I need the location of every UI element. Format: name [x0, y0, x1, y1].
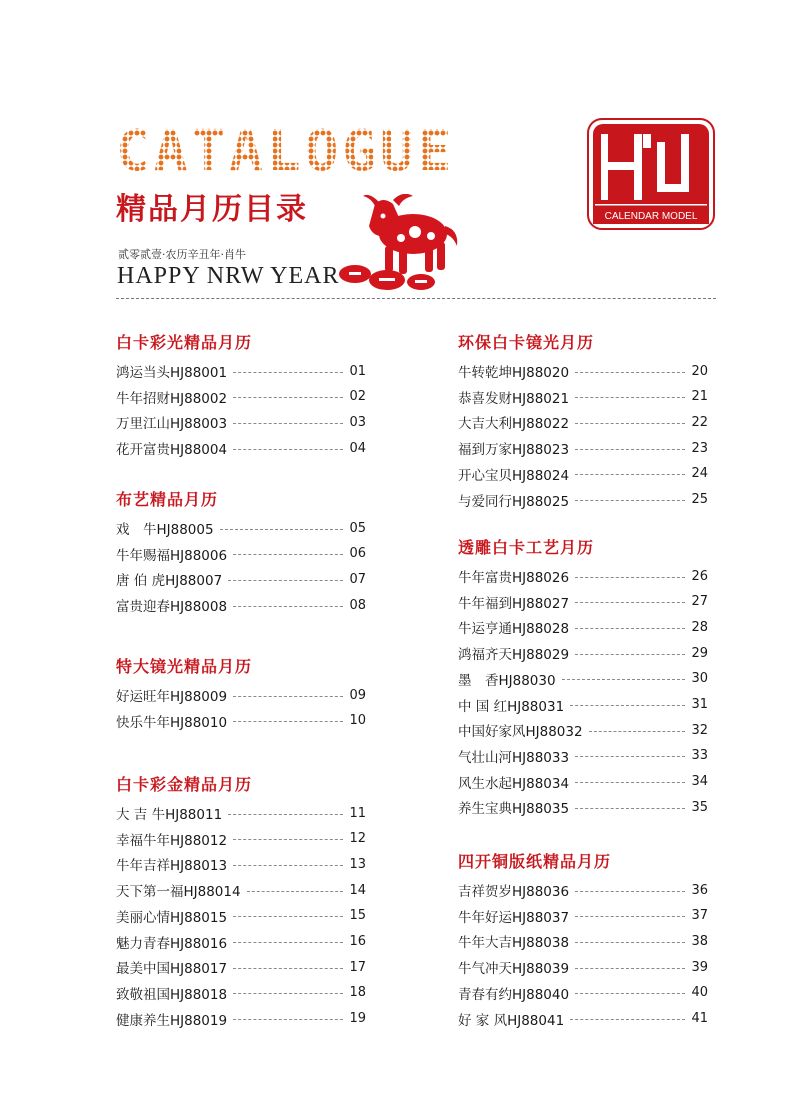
catalog-entry — [116, 711, 366, 731]
page-number: 32 — [691, 722, 708, 738]
catalog-entry — [116, 854, 366, 874]
entry-name: 牛年招财HJ88002 — [116, 390, 228, 407]
dotted-leader — [220, 529, 344, 530]
entry-name: 墨 香HJ88030 — [458, 672, 556, 689]
catalog-entry — [458, 720, 708, 740]
entry-name: 快乐牛年HJ88010 — [116, 714, 228, 731]
entry-name: 牛运亨通HJ88028 — [458, 621, 570, 638]
catalog-entry — [458, 361, 708, 381]
entry-name: 青春有约HJ88040 — [458, 986, 570, 1003]
catalog-entry — [458, 746, 708, 766]
entry-name: 美丽心情HJ88015 — [116, 909, 228, 926]
entry-name: 养生宝典HJ88035 — [458, 801, 570, 818]
page-number: 11 — [349, 805, 366, 821]
catalog-entry — [458, 490, 708, 510]
page-number: 20 — [691, 363, 708, 379]
catalog-entry — [116, 880, 366, 900]
catalog-entry — [458, 931, 708, 951]
page-number: 02 — [349, 389, 366, 405]
dotted-leader — [570, 1019, 685, 1020]
page-number: 28 — [691, 619, 708, 635]
entry-name: 牛年富贵HJ88026 — [458, 570, 570, 586]
page-number: 07 — [349, 571, 366, 587]
catalog-entry — [116, 361, 366, 381]
section-title: 白卡彩光精品月历 — [116, 333, 253, 352]
page-number: 14 — [349, 882, 366, 898]
page-number: 05 — [349, 520, 366, 536]
catalog-entry — [458, 643, 708, 663]
page-number: 41 — [691, 1011, 708, 1026]
entry-name: 花开富贵HJ88004 — [116, 442, 228, 459]
entry-name: 气壮山河HJ88033 — [458, 749, 570, 766]
page-number: 16 — [349, 934, 366, 949]
dotted-leader — [575, 942, 685, 943]
dotted-leader — [575, 577, 685, 578]
page-number: 13 — [349, 856, 366, 872]
catalog-entry — [116, 983, 366, 1003]
catalog-entry — [116, 544, 366, 564]
entry-name: 鸿运当头HJ88001 — [116, 365, 228, 381]
page-number: 21 — [691, 389, 708, 405]
page-number: 06 — [349, 546, 366, 562]
entry-name: 最美中国HJ88017 — [116, 961, 228, 978]
page-number: 25 — [691, 492, 708, 507]
catalog-entry — [116, 685, 366, 705]
dotted-leader — [233, 993, 343, 994]
dotted-leader — [233, 721, 343, 722]
page-number: 40 — [691, 985, 708, 1001]
dotted-leader — [589, 731, 686, 732]
ox-papercut-illustration — [335, 194, 465, 294]
entry-name: 天下第一福HJ88014 — [116, 884, 241, 901]
dotted-leader — [233, 696, 343, 697]
page-number: 26 — [691, 568, 708, 584]
page-number: 38 — [691, 933, 708, 949]
dotted-leader — [575, 968, 685, 969]
section-title: 布艺精品月历 — [116, 490, 219, 509]
dotted-leader — [575, 916, 685, 917]
page-number: 22 — [691, 414, 708, 430]
dotted-leader — [233, 942, 343, 943]
dotted-leader — [233, 865, 343, 866]
entry-name: 致敬祖国HJ88018 — [116, 986, 228, 1003]
header-divider — [116, 298, 716, 299]
page-number: 04 — [349, 440, 366, 456]
dotted-leader — [575, 891, 685, 892]
catalog-entry — [458, 617, 708, 637]
entry-name: 唐 伯 虎HJ88007 — [116, 573, 223, 590]
dotted-leader — [575, 654, 685, 655]
dotted-leader — [233, 839, 343, 840]
page-number: 03 — [349, 414, 366, 430]
page-number: 12 — [349, 831, 366, 847]
page-number: 08 — [349, 597, 366, 613]
greeting-text: HAPPY NRW YEAR — [117, 263, 340, 289]
dotted-leader — [233, 423, 343, 424]
catalogue-title: CATALOGUE — [116, 119, 456, 184]
catalog-entry — [116, 412, 366, 432]
page-number: 19 — [349, 1011, 366, 1027]
entry-name: 戏 牛HJ88005 — [116, 522, 214, 538]
entry-name: 开心宝贝HJ88024 — [458, 467, 570, 484]
entry-name: 好 家 风HJ88041 — [458, 1012, 565, 1029]
dotted-leader — [233, 916, 343, 917]
catalog-entry — [116, 595, 366, 615]
page-number: 17 — [349, 959, 366, 975]
catalog-entry — [458, 797, 708, 817]
page-number: 15 — [349, 908, 366, 924]
entry-name: 大吉大利HJ88022 — [458, 416, 570, 433]
entry-name: 牛转乾坤HJ88020 — [458, 365, 570, 381]
entry-name: 牛气冲天HJ88039 — [458, 961, 570, 978]
entry-name: 幸福牛年HJ88012 — [116, 832, 228, 849]
dotted-leader — [575, 808, 685, 809]
page-number: 10 — [349, 713, 366, 729]
catalog-entry — [458, 464, 708, 484]
entry-name: 牛年大吉HJ88038 — [458, 935, 570, 952]
entry-name: 福到万家HJ88023 — [458, 442, 570, 459]
catalog-entry — [458, 592, 708, 612]
catalog-entry — [458, 957, 708, 977]
page-number: 35 — [691, 799, 708, 815]
section-title: 四开铜版纸精品月历 — [458, 852, 612, 871]
hj-logo — [587, 118, 715, 230]
dotted-leader — [575, 423, 685, 424]
catalog-entry — [458, 412, 708, 432]
section-title: 白卡彩金精品月历 — [116, 775, 253, 794]
dotted-leader — [233, 606, 343, 607]
catalog-entry — [458, 880, 708, 900]
dotted-leader — [228, 580, 343, 581]
logo-caption: CALENDAR MODEL — [604, 211, 698, 222]
dotted-leader — [575, 500, 685, 501]
page-number: 31 — [691, 697, 708, 712]
dotted-leader — [575, 782, 685, 783]
section-title: 透雕白卡工艺月历 — [458, 538, 595, 557]
catalog-entry — [458, 566, 708, 586]
catalog-entry — [458, 983, 708, 1003]
page-number: 27 — [691, 594, 708, 610]
catalog-entry — [116, 906, 366, 926]
dotted-leader — [233, 449, 343, 450]
catalog-entry — [458, 906, 708, 926]
dotted-leader — [575, 628, 685, 629]
catalog-entry — [116, 438, 366, 458]
page-number: 24 — [691, 466, 708, 482]
catalog-entry — [116, 829, 366, 849]
catalog-entry — [116, 518, 366, 538]
dotted-leader — [228, 814, 343, 815]
lunar-year-line: 贰零贰壹·农历辛丑年·肖牛 — [118, 248, 246, 261]
entry-name: 牛年赐福HJ88006 — [116, 547, 228, 564]
catalog-entry — [458, 438, 708, 458]
entry-name: 好运旺年HJ88009 — [116, 689, 228, 705]
catalog-entry — [458, 695, 708, 715]
section-title: 环保白卡镜光月历 — [458, 333, 595, 352]
page-number: 18 — [349, 985, 366, 1001]
entry-name: 恭喜发财HJ88021 — [458, 390, 570, 407]
entry-name: 牛年吉祥HJ88013 — [116, 858, 228, 875]
page-number: 09 — [349, 687, 366, 703]
dotted-leader — [247, 891, 344, 892]
entry-name: 牛年福到HJ88027 — [458, 595, 570, 612]
catalog-entry — [116, 1009, 366, 1029]
entry-name: 中国好家风HJ88032 — [458, 724, 583, 741]
catalog-entry — [116, 387, 366, 407]
catalog-entry — [458, 669, 708, 689]
entry-name: 鸿福齐天HJ88029 — [458, 647, 570, 664]
entry-name: 吉祥贺岁HJ88036 — [458, 884, 570, 900]
section-title: 特大镜光精品月历 — [116, 657, 253, 676]
dotted-leader — [233, 554, 343, 555]
dotted-leader — [575, 602, 685, 603]
dotted-leader — [575, 449, 685, 450]
entry-name: 风生水起HJ88034 — [458, 775, 570, 792]
dotted-leader — [233, 372, 343, 373]
dotted-leader — [570, 705, 685, 706]
catalog-entry — [116, 932, 366, 952]
dotted-leader — [575, 372, 685, 373]
entry-name: 富贵迎春HJ88008 — [116, 599, 228, 616]
entry-name: 魅力青春HJ88016 — [116, 935, 228, 952]
page-number: 30 — [691, 671, 708, 687]
page-number: 29 — [691, 645, 708, 661]
page-number: 37 — [691, 908, 708, 924]
dotted-leader — [562, 679, 686, 680]
entry-name: 健康养生HJ88019 — [116, 1012, 228, 1029]
dotted-leader — [575, 993, 685, 994]
catalog-entry — [116, 957, 366, 977]
dotted-leader — [233, 397, 343, 398]
page-number: 23 — [691, 440, 708, 456]
catalog-entry — [458, 1009, 708, 1029]
dotted-leader — [575, 397, 685, 398]
entry-name: 万里江山HJ88003 — [116, 416, 228, 433]
page-number: 39 — [691, 959, 708, 975]
page-number: 36 — [691, 882, 708, 898]
catalog-subtitle: 精品月历目录 — [116, 192, 308, 227]
dotted-leader — [233, 1019, 343, 1020]
entry-name: 牛年好运HJ88037 — [458, 909, 570, 926]
catalog-entry — [458, 772, 708, 792]
entry-name: 中 国 红HJ88031 — [458, 698, 565, 715]
catalog-entry — [458, 387, 708, 407]
entry-name: 大 吉 牛HJ88011 — [116, 807, 223, 823]
entry-name: 与爱同行HJ88025 — [458, 493, 570, 510]
catalog-entry — [116, 803, 366, 823]
page-number: 34 — [691, 774, 708, 790]
page-number: 33 — [691, 748, 708, 764]
catalog-entry — [116, 569, 366, 589]
dotted-leader — [233, 968, 343, 969]
dotted-leader — [575, 756, 685, 757]
page-number: 01 — [349, 363, 366, 379]
dotted-leader — [575, 474, 685, 475]
